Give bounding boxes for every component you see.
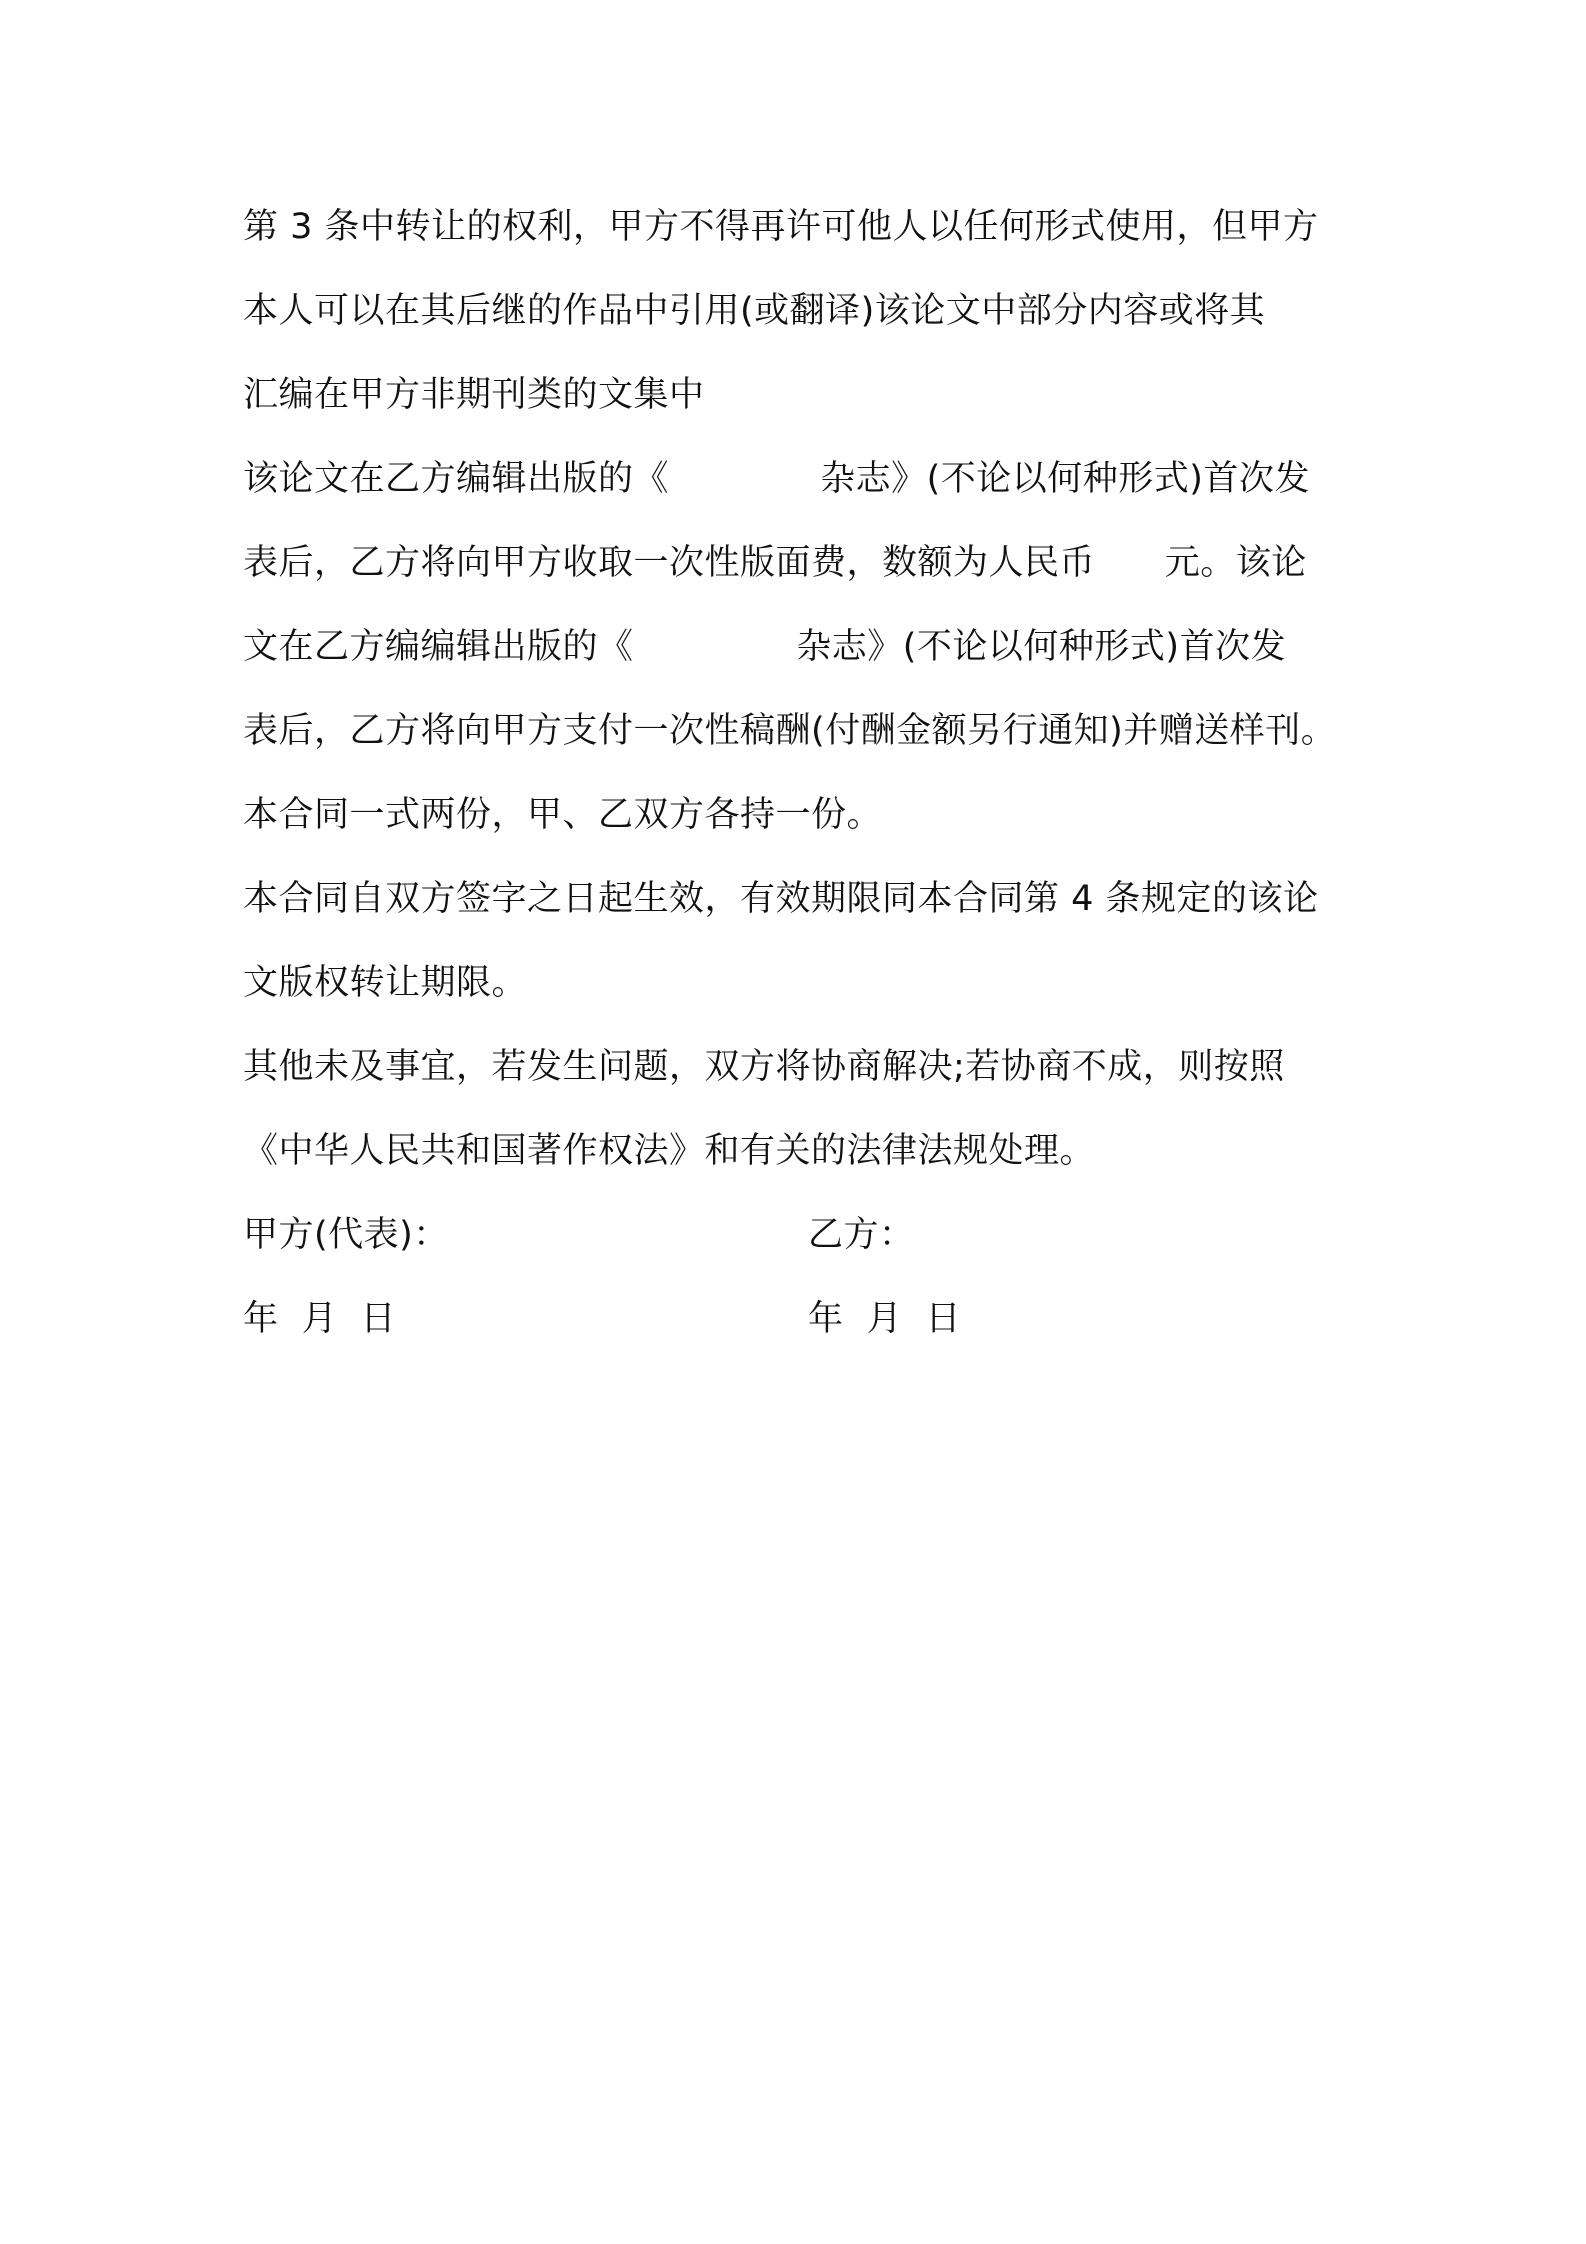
body-line-4: 该论文在乙方编辑出版的《 杂志》(不论以何种形式)首次发 [243,459,1310,499]
body-line-11: 其他未及事宜，若发生问题，双方将协商解决;若协商不成，则按照 [243,1047,1285,1087]
party-b-date: 年 月 日 [808,1299,962,1339]
body-line-8: 本合同一式两份，甲、乙双方各持一份。 [243,795,883,835]
body-line-1: 第 3 条中转让的权利，甲方不得再许可他人以任何形式使用，但甲方 [243,207,1319,247]
body-line-7: 表后，乙方将向甲方支付一次性稿酬(付酬金额另行通知)并赠送样刊。 [243,711,1337,751]
body-line-5: 表后，乙方将向甲方收取一次性版面费，数额为人民币 元。该论 [243,543,1307,583]
body-line-6: 文在乙方编编辑出版的《 杂志》(不论以何种形式)首次发 [243,627,1287,667]
body-line-9: 本合同自双方签字之日起生效，有效期限同本合同第 4 条规定的该论 [243,879,1319,919]
party-a-signature-label: 甲方(代表)： [243,1215,449,1255]
party-b-signature-label: 乙方： [808,1215,915,1255]
body-line-3: 汇编在甲方非期刊类的文集中 [243,375,705,415]
party-a-date: 年 月 日 [243,1299,397,1339]
body-line-12: 《中华人民共和国著作权法》和有关的法律法规处理。 [243,1131,1096,1171]
body-line-2: 本人可以在其后继的作品中引用(或翻译)该论文中部分内容或将其 [243,291,1266,331]
body-line-10: 文版权转让期限。 [243,963,528,1003]
